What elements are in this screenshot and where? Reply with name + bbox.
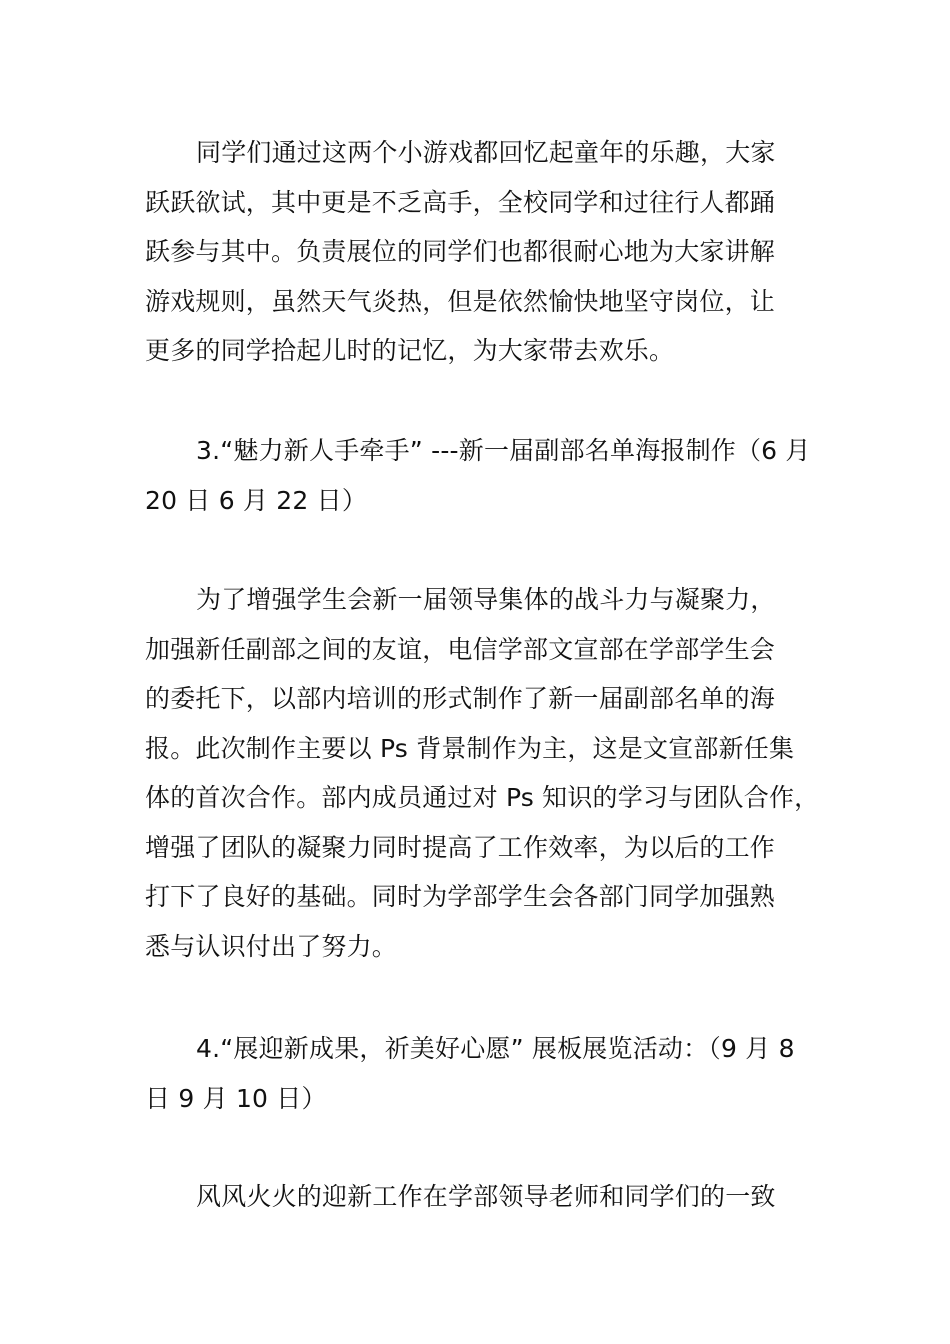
text-line: 悉与认识付出了努力。 [145,931,398,961]
heading-line: 4.“展迎新成果，祈美好心愿” 展板展览活动：（9 月 8 [196,1034,795,1063]
paragraph-game-recap [145,128,835,376]
text-line: 增强了团队的凝聚力同时提高了工作效率，为以后的工作 [145,832,776,862]
heading-line: 日 9 月 10 日） [145,1083,327,1113]
section-heading-3 [145,426,835,525]
text-line: 为了增强学生会新一届领导集体的战斗力与凝聚力， [196,585,776,614]
text-line: 的委托下，以部内培训的形式制作了新一届副部名单的海 [145,684,776,713]
text-line: 跃跃欲试，其中更是不乏高手，全校同学和过往行人都踊 [145,187,776,217]
text-line: 更多的同学拾起儿时的记忆，为大家带去欢乐。 [145,336,675,365]
text-line: 跃参与其中。负责展位的同学们也都很耐心地为大家讲解 [145,237,776,266]
section-heading-4 [145,1024,835,1123]
text-line: 体的首次合作。部内成员通过对 Ps 知识的学习与团队合作， [145,783,820,812]
text-line: 加强新任副部之间的友谊，电信学部文宣部在学部学生会 [145,634,776,664]
text-line: 游戏规则，虽然天气炎热，但是依然愉快地坚守岗位，让 [145,286,776,316]
text-line: 打下了良好的基础。同时为学部学生会各部门同学加强熟 [145,882,776,911]
paragraph-welcome-work [145,1172,835,1222]
heading-line: 20 日 6 月 22 日） [145,485,368,515]
text-line: 报。此次制作主要以 Ps 背景制作为主，这是文宣部新任集 [145,733,795,763]
paragraph-poster-making [145,575,835,971]
text-line: 风风火火的迎新工作在学部领导老师和同学们的一致 [196,1182,776,1211]
heading-line: 3.“魅力新人手牵手” ---新一届副部名单海报制作（6 月 [196,436,811,465]
text-line: 同学们通过这两个小游戏都回忆起童年的乐趣，大家 [196,138,776,167]
